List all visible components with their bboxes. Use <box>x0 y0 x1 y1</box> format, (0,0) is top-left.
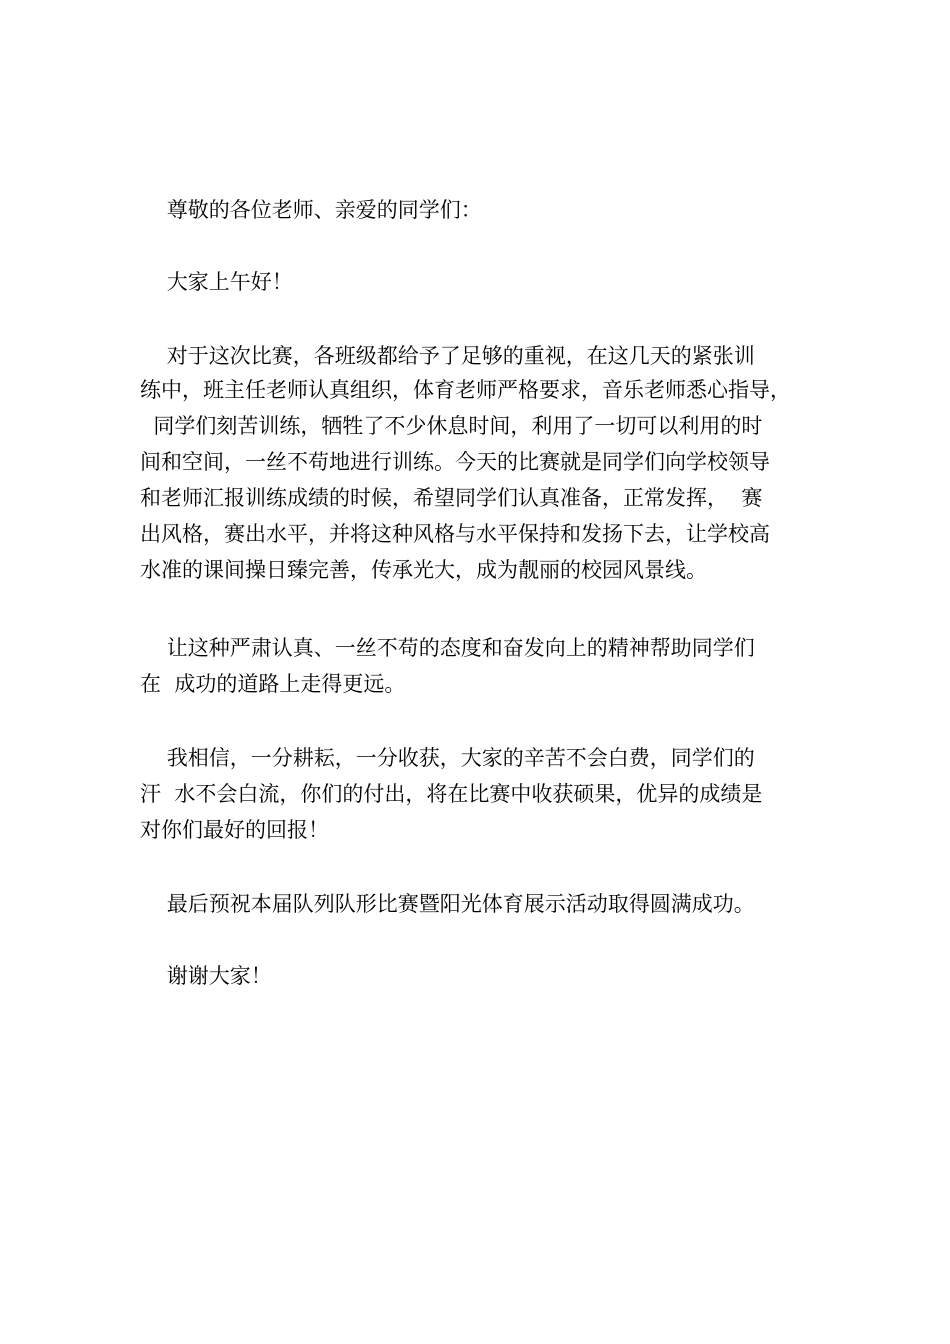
closing-line: 谢谢大家！ <box>140 964 272 988</box>
paragraph-1-line-6: 出风格，赛出水平，并将这种风格与水平保持和发扬下去，让学校高 <box>140 522 770 546</box>
paragraph-4-line-1: 最后预祝本届队列队形比赛暨阳光体育展示活动取得圆满成功。 <box>140 892 755 916</box>
greeting-line: 尊敬的各位老师、亲爱的同学们： <box>140 198 482 222</box>
paragraph-1-line-5: 和老师汇报训练成绩的时候，希望同学们认真准备，正常发挥， 赛 <box>140 486 763 510</box>
paragraph-1-line-3: 同学们刻苦训练，牺牲了不少休息时间，利用了一切可以利用的时 <box>140 414 763 438</box>
paragraph-2-line-1: 让这种严肃认真、一丝不苟的态度和奋发向上的精神帮助同学们 <box>140 636 755 660</box>
paragraph-3-line-3: 对你们最好的回报！ <box>140 818 329 842</box>
paragraph-1-line-7: 水准的课间操日臻完善，传承光大，成为靓丽的校园风景线。 <box>140 558 707 582</box>
paragraph-3-line-2: 汗 水不会白流，你们的付出，将在比赛中收获硕果，优异的成绩是 <box>140 782 763 806</box>
paragraph-1-line-2: 练中，班主任老师认真组织，体育老师严格要求，音乐老师悉心指导， <box>140 378 791 402</box>
paragraph-1-line-1: 对于这次比赛，各班级都给予了足够的重视，在这几天的紧张训 <box>140 344 755 368</box>
paragraph-2-line-2: 在 成功的道路上走得更远。 <box>140 672 406 696</box>
paragraph-1-line-4: 间和空间，一丝不苟地进行训练。今天的比赛就是同学们向学校领导 <box>140 450 770 474</box>
salutation-line: 大家上午好！ <box>140 270 293 294</box>
paragraph-3-line-1: 我相信，一分耕耘，一分收获，大家的辛苦不会白费，同学们的 <box>140 746 755 770</box>
